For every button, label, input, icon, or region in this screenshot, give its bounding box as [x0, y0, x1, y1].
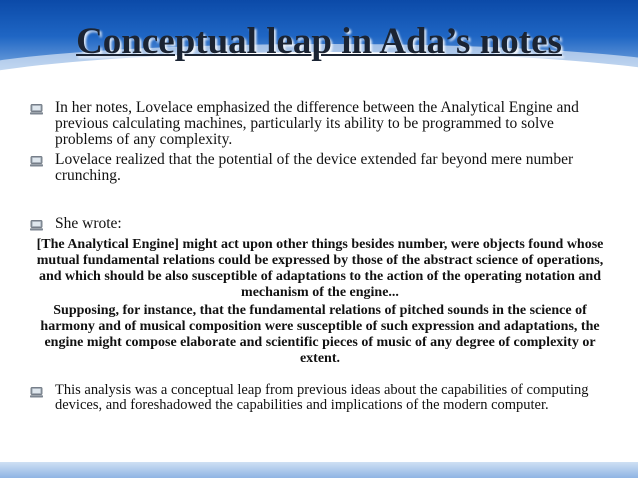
slide-title: Conceptual leap in Ada’s notes: [76, 21, 562, 62]
bullet-item: [30, 216, 615, 232]
bullet-item: [30, 100, 615, 148]
bullet-text: This analysis was a conceptual leap from previous ideas about the capabilities of computing devices, and foreshadowed the capabilities and implications of the modern computer.: [55, 382, 589, 413]
computer-icon: [30, 104, 43, 115]
bullet-item: [30, 152, 615, 184]
slide-content: [0, 100, 638, 440]
quote-paragraph: [The Analytical Engine] might act upon other things besides number, were objects found whose mutual fundamental relations could be expressed by those of the abstract science of operations, and which should be also susceptible of adaptations to the action of the operating notation and mechanism of the engine...: [36, 237, 604, 300]
bullet-text: Lovelace realized that the potential of the device extended far beyond mere number crunching.: [55, 151, 574, 184]
computer-icon: [30, 156, 43, 167]
footer-band: [0, 462, 638, 478]
bullet-text: In her notes, Lovelace emphasized the difference between the Analytical Engine and previous calculating machines, particularly its ability to be programmed to solve problems of any complexity.: [55, 99, 579, 148]
bullet-item: [30, 383, 615, 413]
quote-paragraph: Supposing, for instance, that the fundamental relations of pitched sounds in the science of harmony and of musical composition were susceptible of such expression and adaptations, the engine might compose elaborate and scientific pieces of music of any degree of complexity or extent.: [40, 303, 600, 366]
computer-icon: [30, 387, 43, 398]
computer-icon: [30, 220, 43, 231]
bullet-text: She wrote:: [55, 215, 122, 232]
